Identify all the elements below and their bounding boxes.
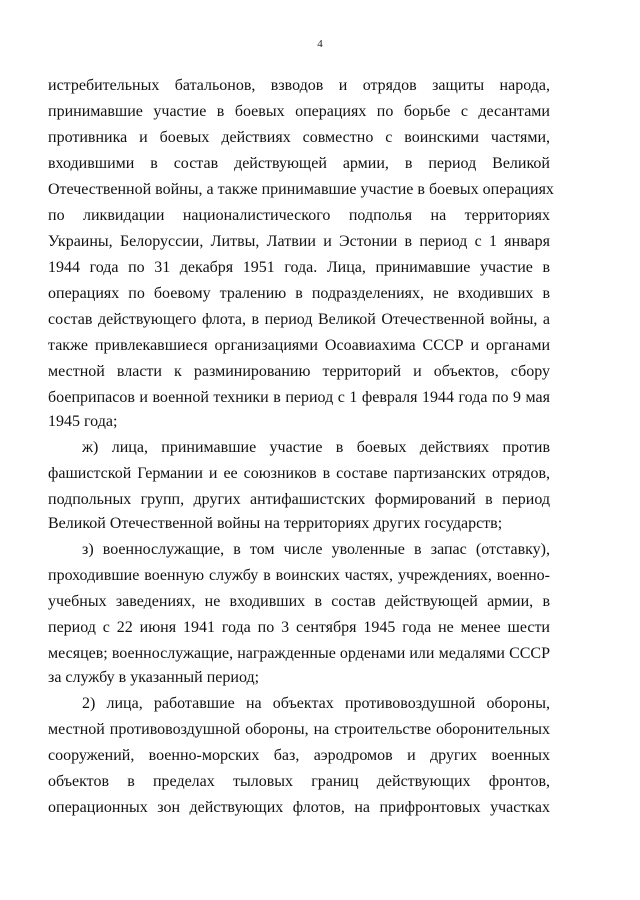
text-line: учебных заведениях, не входивших в состав действующей армии, в	[48, 593, 550, 610]
text-line: проходившие военную службу в воинских частях, учреждениях, военно-	[48, 567, 550, 584]
text-line: подпольных групп, других антифашистских формирований в период	[48, 491, 550, 508]
text-line: 1944 года по 31 декабря 1951 года. Лица, принимавшие участие в	[48, 259, 550, 276]
text-line: принимавшие участие в боевых операциях по борьбе с десантами	[48, 103, 550, 120]
text-line: состав действующего флота, в период Великой Отечественной войны, а	[48, 311, 550, 328]
text-line: противника и боевых действиях совместно с воинскими частями,	[48, 129, 550, 146]
text-line: местной противовоздушной обороны, на строительстве оборонительных	[48, 721, 550, 738]
text-line: фашистской Германии и ее союзников в составе партизанских отрядов,	[48, 465, 550, 482]
text-line: период с 22 июня 1941 года по 3 сентября 1945 года не менее шести	[48, 619, 550, 636]
text-line: операционных зон действующих флотов, на прифронтовых участках	[48, 799, 550, 816]
text-line: операциях по боевому тралению в подразделениях, не входивших в	[48, 285, 550, 302]
text-line: ж) лица, принимавшие участие в боевых действиях против	[82, 439, 550, 456]
text-line: з) военнослужащие, в том числе уволенные в запас (отставку),	[82, 541, 550, 558]
text-line: по ликвидации националистического подполья на территориях	[48, 207, 550, 224]
text-line: Украины, Белоруссии, Литвы, Латвии и Эстонии в период с 1 января	[48, 233, 550, 250]
text-line: истребительных батальонов, взводов и отрядов защиты народа,	[48, 77, 550, 94]
text-line: за службу в указанный период;	[48, 669, 260, 686]
page-number: 4	[317, 38, 323, 50]
text-line: 2) лица, работавшие на объектах противовоздушной обороны,	[82, 695, 550, 712]
text-line: 1945 года;	[48, 413, 118, 430]
text-line: входившими в состав действующей армии, в период Великой	[48, 155, 550, 172]
text-line: сооружений, военно-морских баз, аэродромов и других военных	[48, 747, 550, 764]
text-line: местной власти к разминированию территорий и объектов, сбору	[48, 363, 550, 380]
text-line: Великой Отечественной войны на территориях других государств;	[48, 515, 503, 532]
text-line: также привлекавшиеся организациями Осоавиахима СССР и органами	[48, 337, 550, 354]
text-line: месяцев; военнослужащие, награжденные орденами или медалями СССР	[48, 645, 550, 662]
text-line: Отечественной войны, а также принимавшие участие в боевых операциях	[48, 181, 554, 198]
text-line: боеприпасов и военной техники в период с 1 февраля 1944 года по 9 мая	[48, 389, 550, 406]
text-line: объектов в пределах тыловых границ действующих фронтов,	[48, 773, 550, 790]
